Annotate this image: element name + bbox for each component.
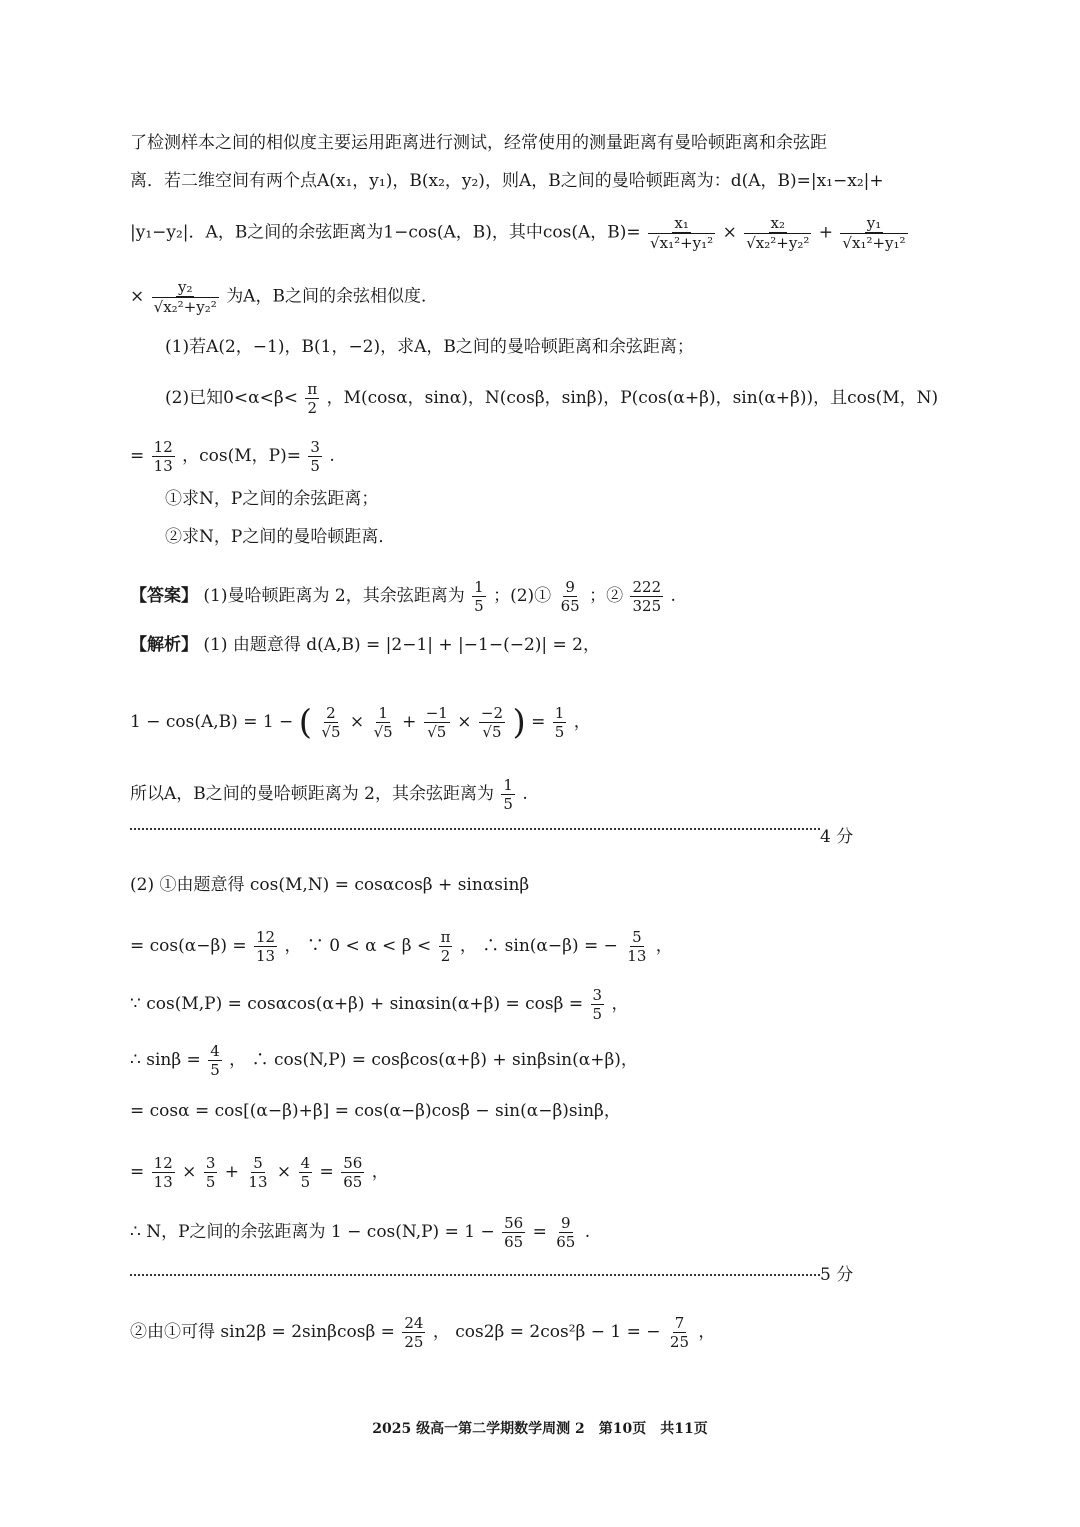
q2-text-c1: = [130, 446, 145, 466]
frac-1-sqrt5: $\frac{1}{√5}$ [373, 704, 393, 741]
subquestion-2: ②求N，P之间的曼哈顿距离． [165, 527, 396, 547]
p2-l8-a: ②由①可得 sin2β = 2sinβcosβ = [130, 1322, 395, 1342]
frac-5-13: $\frac{5}{13}$ [248, 1154, 268, 1191]
p2-l8-b: ， cos2β = 2cos²β − 1 = − [432, 1322, 661, 1342]
solution-label: 【解析】 [130, 635, 198, 655]
frac-56-65: $\frac{56}{65}$ [343, 1154, 363, 1191]
frac-3-5: $\frac{3}{5}$ [205, 1154, 216, 1191]
p2-l7-a: ∴ N，P之间的余弦距离为 1 − cos(N,P) = 1 − [130, 1222, 495, 1242]
page-footer: 2025 级高一第二学期数学周测 2 第10页 共11页 [372, 1421, 708, 1437]
frac-m1-sqrt5: $\frac{-1}{√5}$ [425, 704, 448, 741]
frac-4-5: $\frac{4}{5}$ [300, 1154, 311, 1191]
frac-1-5: $\frac{1}{5}$ [503, 776, 513, 813]
left-paren: ( [298, 702, 312, 743]
frac-2-sqrt5: $\frac{2}{√5}$ [321, 704, 341, 741]
p2-l3-a: ∵ cos(M,P) = cosαcos(α+β) + sinαsin(α+β) = cosβ = [130, 994, 584, 1014]
frac-pi-over-2: $\frac{\pi}{2}$ [440, 928, 451, 965]
plus-sign: + [818, 222, 834, 243]
frac-5-13: $\frac{5}{13}$ [627, 928, 647, 965]
problem-intro-line2: 离．若二维空间有两个点A(x₁，y₁)，B(x₂，y₂)，则A，B之间的曼哈顿距离为：d(A，B)=|x₁−x₂|+ [130, 171, 884, 191]
problem-intro-line1: 了检测样本之间的相似度主要运用距离进行测试，经常使用的测量距离有曼哈顿距离和余弦距 [130, 133, 827, 153]
answer-text-2: ；(2)① [493, 586, 552, 606]
sol2-text-a: 1 − cos(A,B) = 1 − [130, 712, 294, 732]
p2-l4-b: ， ∴ cos(N,P) = cosβcos(α+β) + sinβsin(α+β)， [229, 1050, 638, 1070]
frac-9-65: $\frac{9}{65}$ [556, 1214, 576, 1251]
p2-l4-a: ∴ sinβ = [130, 1050, 201, 1070]
score-dots-2 [130, 1274, 820, 1276]
question-1: (1)若A(2，−1)，B(1，−2)，求A，B之间的曼哈顿距离和余弦距离； [165, 337, 694, 357]
frac-56-65: $\frac{56}{65}$ [504, 1214, 524, 1251]
solution-p2-line-1: (2) ①由题意得 cos(M,N) = cosαcosβ + sinαsinβ [130, 875, 530, 895]
frac-1-5: $\frac{1}{5}$ [474, 578, 484, 615]
frac-x2: $\frac{\text{x₂}}{\text{√x₂²+y₂²}}$ [746, 214, 810, 252]
comma: ， [371, 1162, 389, 1182]
question-2-cont [130, 438, 335, 475]
times-sign: × [722, 222, 737, 243]
p2-l2-b: ， ∵ 0 < α < β < [284, 936, 432, 956]
score-2: 5 分 [820, 1265, 854, 1285]
solution-p2-line-8 [130, 1314, 715, 1351]
frac-pi-over-2: $\frac{\pi}{2}$ [307, 380, 318, 417]
times-sign: × [130, 286, 145, 307]
frac-3-5: $\frac{3}{5}$ [592, 986, 603, 1023]
q2-text-c3: . [329, 446, 335, 466]
plus-sign: + [402, 712, 417, 732]
frac-12-13: $\frac{12}{13}$ [153, 438, 173, 475]
solution-p2-line-3 [130, 986, 628, 1023]
sol3-text-b: . [522, 784, 528, 804]
score-1: 4 分 [820, 827, 854, 847]
answer-label: 【答案】 [130, 586, 198, 606]
solution-line-3 [130, 776, 528, 813]
p2-l2-c: ， ∴ sin(α−β) = − [459, 936, 618, 956]
answer-text-4: . [670, 586, 676, 606]
q2-text-c2: ，cos(M，P)= [182, 446, 301, 466]
subquestion-1: ①求N，P之间的余弦距离； [165, 489, 379, 509]
frac-4-5: $\frac{4}{5}$ [210, 1042, 220, 1079]
answer-line [130, 578, 676, 615]
question-2 [165, 380, 938, 417]
solution-p2-line-5: = cosα = cos[(α−β)+β] = cos(α−β)cosβ − sin(α−β)sinβ， [130, 1101, 621, 1121]
frac-7-25: $\frac{7}{25}$ [669, 1314, 690, 1351]
solution-line-1 [130, 634, 600, 656]
answer-text-3: ；② [589, 586, 624, 606]
solution-p2-line-2 [130, 928, 673, 965]
problem-intro-line4 [130, 278, 438, 316]
solution-text-1: (1) 由题意得 d(A,B) = |2−1| + |−1−(−2)| = 2， [203, 635, 601, 655]
frac-12-13: $\frac{12}{13}$ [153, 1154, 173, 1191]
right-paren: ) [512, 702, 526, 743]
sol2-eq: = [531, 712, 546, 732]
intro-line4-text: 为A，B之间的余弦相似度． [226, 286, 438, 307]
solution-line-2 [130, 704, 591, 741]
plus-sign: + [224, 1162, 240, 1182]
frac-222-325: $\frac{222}{325}$ [632, 578, 662, 615]
frac-9-65: $\frac{9}{65}$ [560, 578, 580, 615]
p2-l8-c: ， [698, 1322, 716, 1342]
p2-l7-b: = [532, 1222, 547, 1242]
times-sign: × [182, 1162, 197, 1182]
frac-3-5: $\frac{3}{5}$ [310, 438, 320, 475]
times-sign: × [457, 712, 472, 732]
score-dots-1 [130, 828, 820, 830]
frac-m2-sqrt5: $\frac{-2}{√5}$ [480, 704, 504, 741]
eq-sign: = [319, 1162, 334, 1182]
answer-text-1: (1)曼哈顿距离为 2，其余弦距离为 [203, 586, 465, 606]
p2-l3-b: ， [611, 994, 629, 1014]
p2-l6-a: = [130, 1162, 145, 1182]
intro-line3-text: |y₁−y₂|．A，B之间的余弦距离为1−cos(A，B)，其中cos(A，B)= [130, 222, 641, 243]
p2-l7-c: . [584, 1222, 591, 1242]
frac-12-13: $\frac{12}{13}$ [256, 928, 276, 965]
q2-text-b: ，M(cosα，sinα)，N(cosβ，sinβ)，P(cos(α+β)，sin(α+β))，且cos(M，N) [326, 388, 939, 408]
problem-intro-line3 [130, 214, 910, 252]
q2-text-a: (2)已知0<α<β< [165, 388, 298, 408]
frac-24-25: $\frac{24}{25}$ [404, 1314, 424, 1351]
frac-1-5: $\frac{1}{5}$ [554, 704, 565, 741]
times-sign: × [349, 712, 365, 732]
frac-x1: $\frac{\text{x₁}}{\text{√x₁²+y₁²}}$ [650, 214, 714, 252]
solution-p2-line-4 [130, 1042, 638, 1079]
solution-p2-line-6 [130, 1154, 389, 1191]
p2-l2-d: ， [655, 936, 673, 956]
sol3-text-a: 所以A，B之间的曼哈顿距离为 2，其余弦距离为 [130, 784, 494, 804]
frac-y2: $\frac{\text{y₂}}{\text{√x₂²+y₂²}}$ [153, 278, 217, 316]
times-sign: × [276, 1162, 292, 1182]
solution-p2-line-7 [130, 1214, 590, 1251]
sol2-text-c: ， [573, 712, 591, 732]
p2-l2-a: = cos(α−β) = [130, 936, 247, 956]
frac-y1: $\frac{\text{y₁}}{\text{√x₁²+y₁²}}$ [842, 214, 906, 252]
